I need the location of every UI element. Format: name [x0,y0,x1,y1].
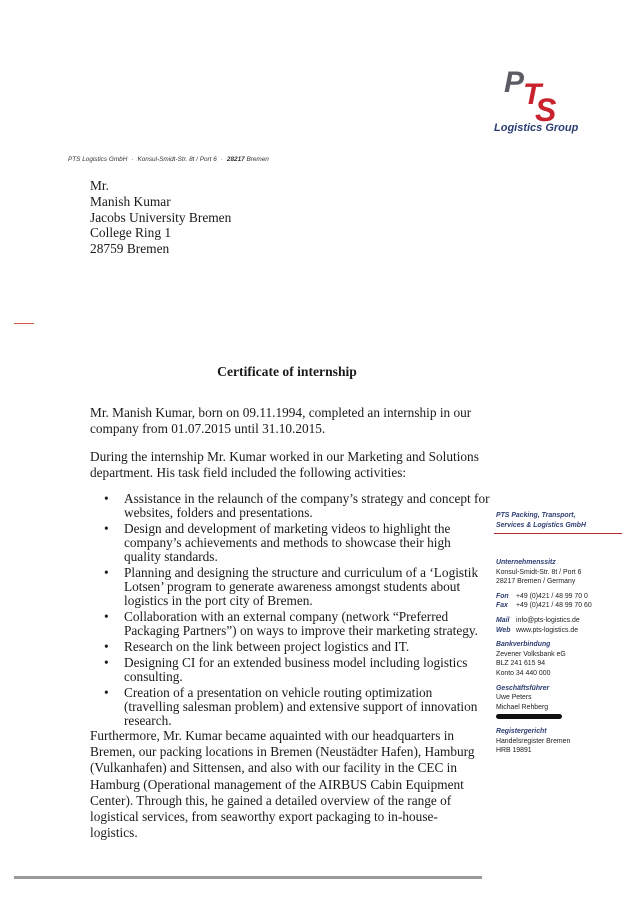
recipient-street: College Ring 1 [90,225,172,241]
fax-value: +49 (0)421 / 48 99 70 60 [516,602,592,610]
seat-city: 28217 Bremen / Germany [496,578,576,586]
sender-company: PTS Logistics GmbH [68,156,128,163]
recipient-city: 28759 Bremen [90,241,170,257]
fax-row [496,601,626,611]
activity-item: • Creation of a presentation on vehicle routing optimization (travelling salesman problem) and extensive support of innovation research. [90,686,490,728]
document-title: Certificate of internship [217,364,357,379]
managing-directors-heading: Geschäftsführer [496,684,550,692]
sidebar-company-line2: Services & Logistics GmbH [496,521,586,529]
activity-item: • Design and development of marketing videos to highlight the company’s achievements and methods to showcase their high quality standards. [90,522,490,564]
recipient-name: Manish Kumar [90,193,171,209]
fax-label: Fax [496,602,508,610]
footer-rule [14,876,482,879]
mail-row [496,616,626,626]
sender-city: Bremen [246,156,269,163]
web-value: www.pts-logistics.de [516,626,579,634]
closing-paragraph: Furthermore, Mr. Kumar became aquainted with our headquarters in Bremen, our packing locations in Bremen (Neustädter Hafen), Hamburg (Vulkanhafen) and Sittensen, and also with our facility in the CEC in Hamburg (Operational management of the AIRBUS Cabin Equipment Center). Through this, he gained a detailed overview of the range of logistical services, from seaworthy export packaging to in-house-logistics. [90,728,475,841]
logo-letter-t: T [523,78,542,111]
activity-item: • Collaboration with an external company (network “Preferred Packaging Partners”) on ways to improve their marketing strategy. [90,610,490,638]
fold-mark [14,323,34,324]
bank-heading: Bankverbindung [496,641,551,649]
sidebar-divider [494,533,622,534]
mail-label: Mail [496,616,510,624]
fon-value: +49 (0)421 / 48 99 70 0 [516,592,588,600]
activity-item: • Designing CI for an extended business model including logistics consulting. [90,656,490,684]
recipient-organization: Jacobs University Bremen [90,209,232,225]
web-label: Web [496,626,511,634]
sidebar-company-details [496,558,626,756]
sender-street: Konsul-Smidt-Str. 8t / Port 6 [137,156,217,163]
seat-heading: Unternehmenssitz [496,559,556,566]
recipient-address [90,178,231,257]
intro-paragraph: Mr. Manish Kumar, born on 09.11.1994, completed an internship in our company from 01.07.2015 until 31.10.2015. [90,405,472,437]
bank-konto: Konto 34 440 000 [496,669,551,677]
activities-list [90,492,490,730]
register-court-heading: Registergericht [496,727,547,735]
mail-value: info@pts-logistics.de [516,616,580,624]
bank-blz: BLZ 241 615 94 [496,660,546,668]
fon-label: Fon [496,592,509,600]
activity-item: • Assistance in the relaunch of the company’s strategy and concept for websites, folders and presentations. [90,492,490,520]
fon-row [496,592,626,602]
activity-item: • Research on the link between project logistics and IT. [90,640,490,654]
bank-name: Zevener Volksbank eG [496,650,566,658]
sidebar-company-line1: PTS Packing, Transport, [496,512,576,519]
sidebar-company-name [496,511,626,530]
sender-address-line: PTS Logistics GmbH · Konsul-Smidt-Str. 8t / Port 6 · 28217 Bremen [68,156,269,163]
logo-letter-s: S [535,92,557,122]
managing-director-1: Uwe Peters [496,694,532,702]
register-number: HRB 19891 [496,747,532,755]
company-logo [494,66,579,142]
tasks-intro-paragraph: During the internship Mr. Kumar worked in our Marketing and Solutions department. His task field included the following activities: [90,449,479,481]
logo-letter-p: P [504,66,525,99]
seat-street: Konsul-Smidt-Str. 8t / Port 6 [496,568,582,576]
recipient-salutation: Mr. [90,178,109,193]
sender-postcode: 28217 [226,156,245,163]
web-row [496,626,626,636]
logo-tagline: Logistics Group [494,122,579,134]
pts-logo-mark [502,66,568,122]
managing-director-2: Michael Rehberg [496,703,549,711]
activity-item: • Planning and designing the structure and curriculum of a ‘Logistik Lotsen’ program to generate awareness amongst students about logistics in the port city of Bremen. [90,566,490,608]
redaction-mark [496,712,626,722]
register-court: Handelsregister Bremen [496,737,571,745]
